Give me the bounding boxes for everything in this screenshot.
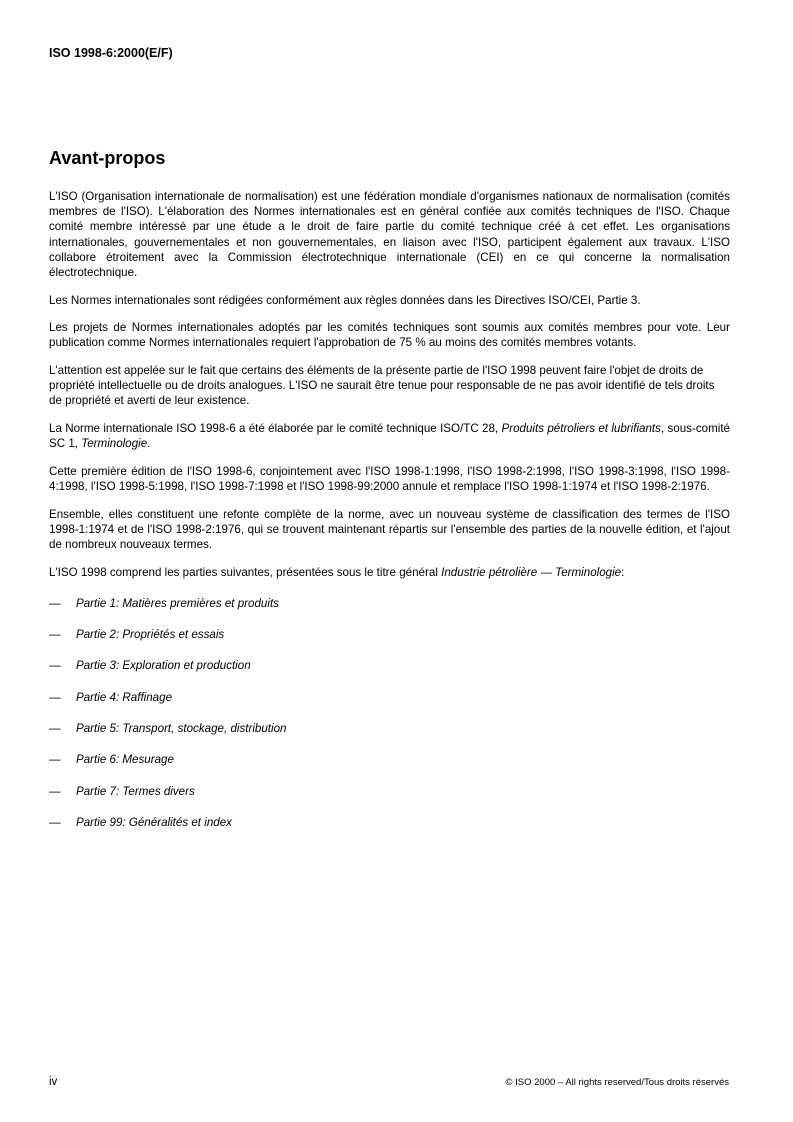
- list-item: [49, 721, 730, 752]
- part-label: Partie 1: Matières premières et produits: [76, 596, 279, 610]
- paragraph-iso-organisation: L'ISO (Organisation internationale de normalisation) est une fédération mondiale d'organismes nationaux de normalisation (comités membres de l'ISO). L'élaboration des Normes internationales est en général confiée aux comités techniques de l'ISO. Chaque comité membre intéressé par une étude a le droit de faire partie du comité technique créé à cet effet. Les organisations internationales, gouvernementales et non gouvernementales, en liaison avec l'ISO, participent également aux travaux. L'ISO collabore étroitement avec la Commission électrotechnique internationale (CEI) en ce qui concerne la normalisation électrotechnique.: [49, 190, 730, 280]
- committee-title: Produits pétroliers et lubrifiants: [501, 422, 661, 435]
- paragraph-revision: Ensemble, elles constituent une refonte complète de la norme, avec un nouveau système de classification des termes de l'ISO 1998-1:1974 et de l'ISO 1998-2:1976, qui se trouvent maintenant répartis sur l'ensemble des parties de la nouvelle édition, et l'ajout de nombreux nouveaux termes.: [49, 507, 730, 551]
- document-id-header: ISO 1998-6:2000(E/F): [49, 46, 173, 60]
- copyright-notice: © ISO 2000 – All rights reserved/Tous droits réservés: [505, 1077, 729, 1088]
- list-item: [49, 815, 730, 846]
- dash-bullet: —: [49, 721, 61, 735]
- paragraph-voting: Les projets de Normes internationales adoptés par les comités techniques sont soumis aux comités membres pour vote. Leur publication comme Normes internationales requiert l'approbation de 75 % au moins des comités membres votants.: [49, 321, 730, 350]
- list-item: [49, 627, 730, 658]
- paragraph-patent-rights: L'attention est appelée sur le fait que certains des éléments de la présente partie de l'ISO 1998 peuvent faire l'objet de droits de propriété intellectuelle ou de droits analogues. L'ISO ne saurait être tenue pour responsable de ne pas avoir identifié de tels droits de propriété et averti de leur existence.: [49, 364, 715, 408]
- dash-bullet: —: [49, 753, 61, 767]
- dash-bullet: —: [49, 690, 61, 704]
- list-item: [49, 752, 730, 783]
- part-label: Partie 2: Propriétés et essais: [76, 628, 225, 642]
- page-number: iv: [49, 1076, 58, 1088]
- list-item: [49, 784, 730, 815]
- list-item: [49, 658, 730, 689]
- dash-bullet: —: [49, 596, 61, 610]
- text-segment: :: [621, 565, 625, 579]
- part-label: Partie 5: Transport, stockage, distribution: [76, 721, 287, 735]
- list-item: [49, 690, 730, 721]
- dash-bullet: —: [49, 659, 61, 673]
- part-label: Partie 3: Exploration et production: [76, 659, 251, 673]
- dash-bullet: —: [49, 815, 61, 829]
- parts-list: [49, 596, 730, 846]
- paragraph-parts-intro: [49, 565, 730, 580]
- part-label: Partie 6: Mesurage: [76, 753, 174, 767]
- paragraph-edition: Cette première édition de l'ISO 1998-6, conjointement avec l'ISO 1998-1:1998, l'ISO 1998-2:1998, l'ISO 1998-3:1998, l'ISO 1998-4:1998, l'ISO 1998-5:1998, l'ISO 1998-7:1998 et l'ISO 1998-99:2000 annule et remplace l'ISO 1998-1:1974 et l'ISO 1998-2:1976.: [49, 464, 730, 493]
- text-segment: , sous-comité SC 1,: [49, 422, 730, 451]
- text-segment: .: [147, 437, 151, 451]
- text-segment: La Norme internationale ISO 1998-6 a été élaborée par le comité technique ISO/TC 28,: [49, 422, 502, 435]
- document-body: [49, 189, 730, 846]
- paragraph-directives: Les Normes internationales sont rédigées conformément aux règles données dans les Directives ISO/CEI, Partie 3.: [49, 293, 641, 307]
- subcommittee-title: Terminologie: [81, 437, 148, 451]
- text-segment: L'ISO 1998 comprend les parties suivantes, présentées sous le titre général: [49, 565, 442, 579]
- dash-bullet: —: [49, 628, 61, 642]
- section-title: Avant-propos: [49, 148, 166, 168]
- part-label: Partie 99: Généralités et index: [76, 815, 232, 829]
- general-title: Industrie pétrolière — Terminologie: [441, 565, 622, 579]
- paragraph-committee: [49, 421, 730, 451]
- dash-bullet: —: [49, 784, 61, 798]
- part-label: Partie 7: Termes divers: [76, 784, 195, 798]
- part-label: Partie 4: Raffinage: [76, 690, 173, 704]
- list-item: [49, 596, 730, 627]
